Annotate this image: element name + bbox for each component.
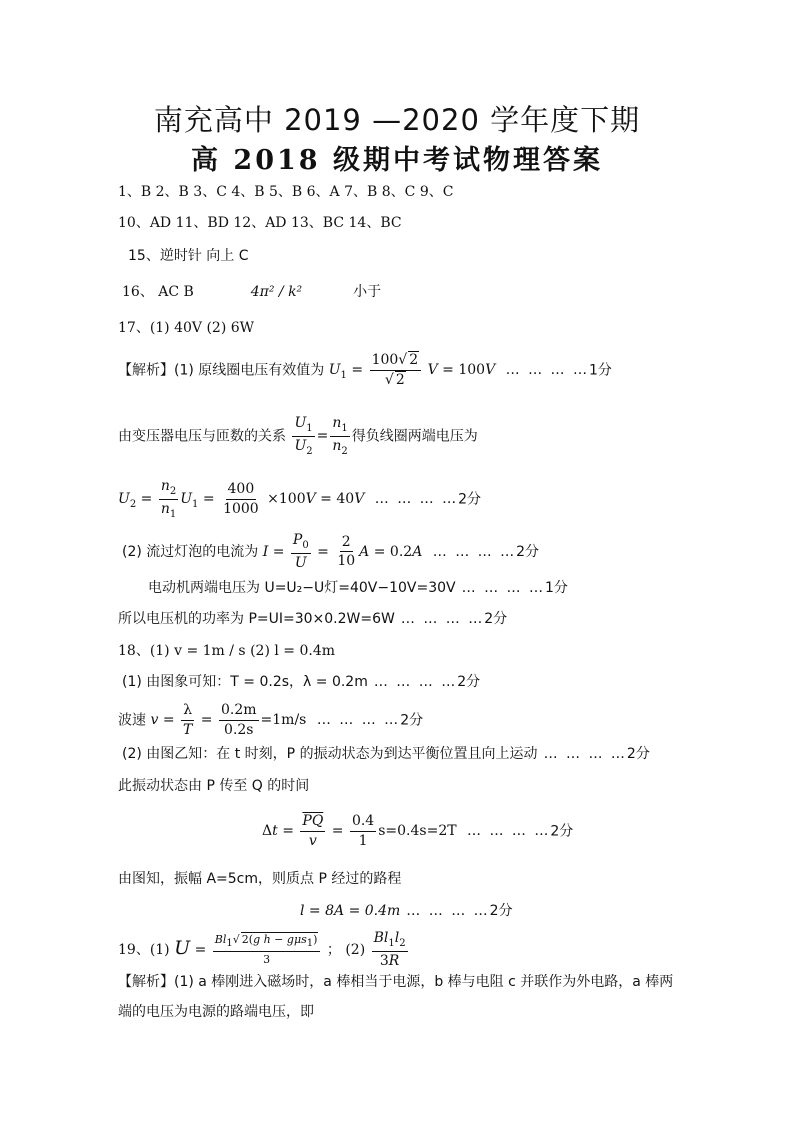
answer-16-choices: 16、 AC B bbox=[122, 284, 194, 300]
dots: … … … … bbox=[374, 491, 459, 508]
dots: … … … … bbox=[543, 746, 627, 762]
q19-analysis-1 bbox=[118, 974, 673, 991]
q17-p2-pre: 由变压器电压与匝数的关系 bbox=[118, 428, 286, 445]
q18-analysis-6: 由图知，振幅 A=5cm，则质点 P 经过的路程 bbox=[118, 871, 402, 887]
formula-u-q19: $\frac{Bl_1√ 2(g h - g\mu s_1)}{3}$ bbox=[213, 933, 321, 966]
q17-analysis-4 bbox=[122, 532, 539, 572]
q17-p1-text: (1) 原线圈电压有效值为 bbox=[174, 362, 325, 379]
score: 2分 bbox=[484, 611, 508, 627]
formula-q19-2: $\frac{Bl_1l_2}{3R}$ bbox=[373, 930, 406, 969]
score: 2分 bbox=[457, 674, 481, 690]
q18-analysis-3 bbox=[122, 746, 650, 763]
q17-p5: 电动机两端电压为 U=U₂−U灯=40V−10V=30V bbox=[148, 580, 456, 596]
analysis-label: 【解析】 bbox=[118, 974, 174, 990]
q19-heading: 19、(1) U = $\frac{Bl_1√ 2(g h - g\mu s_1)}{3}$ ； (2) $\frac{Bl_1l_2}{3R}$ bbox=[118, 930, 406, 969]
answer-15: 15、逆时针 向上 C bbox=[128, 248, 249, 264]
score: 2分 bbox=[400, 712, 424, 729]
score: 1分 bbox=[589, 362, 612, 379]
q17-heading: 17、(1) 40V (2) 6W bbox=[118, 320, 255, 336]
formula-current: I = $\frac{P_0}{U}$ = $\frac{2}{10}$ A = 0.2A bbox=[262, 532, 423, 571]
dots: … … … … bbox=[406, 903, 490, 919]
q17-analysis-1 bbox=[118, 352, 612, 389]
page-title-line1: 南充高中 2019 —2020 学年度下期 bbox=[153, 103, 641, 137]
score: 2分 bbox=[550, 823, 574, 840]
answer-16 bbox=[122, 284, 381, 301]
q18-p7: l = 8A = 0.4m bbox=[300, 903, 401, 919]
q19-analysis-2: 端的电压为电源的路端电压，即 bbox=[118, 1004, 314, 1020]
q19-p1: (1) a 棒刚进入磁场时，a 棒相当于电源，b 棒与电阻 c 并联作为外电路，a 棒两 bbox=[174, 974, 674, 990]
formula-ratio: $\frac{U_1}{U_2}$ = $\frac{n_1}{n_2}$ bbox=[294, 415, 348, 457]
formula-u2: $U_2$ = $\frac{n_2}{n_1}$ $U_1$ = $\frac{400}{1000}$ ×100V = 40V bbox=[118, 478, 365, 520]
q17-analysis-3 bbox=[118, 478, 481, 521]
q18-analysis-7 bbox=[300, 903, 513, 920]
q18-p2-pre: 波速 bbox=[118, 712, 146, 729]
score: 1分 bbox=[545, 580, 568, 596]
dots: … … … … bbox=[461, 580, 545, 596]
q19-heading-mid: ； (2) bbox=[326, 941, 366, 958]
q17-analysis-6 bbox=[118, 611, 507, 628]
dots: … … … … bbox=[505, 362, 590, 379]
q17-analysis-2 bbox=[118, 415, 478, 458]
q18-analysis-2 bbox=[118, 702, 423, 739]
dots: … … … … bbox=[467, 823, 551, 840]
dots: … … … … bbox=[400, 611, 485, 627]
score: 2分 bbox=[516, 543, 540, 560]
q17-analysis-5 bbox=[148, 580, 568, 597]
answer-16-compare: 小于 bbox=[353, 284, 382, 300]
answers-row-2: 10、AD 11、BD 12、AD 13、BC 14、BC bbox=[118, 215, 402, 231]
score: 2分 bbox=[458, 491, 482, 508]
q17-p6: 所以电压机的功率为 P=UI=30×0.2W=6W bbox=[118, 611, 395, 627]
q18-analysis-4: 此振动状态由 P 传至 Q 的时间 bbox=[118, 778, 310, 794]
formula-delta-t: Δt = $\frac{\overline{PQ}}{v}$ = $\frac{0.4}{1}$ s=0.4s=2T bbox=[262, 813, 457, 849]
formula-wave-speed: v = $\frac{\lambda}{T}$ = $\frac{0.2m}{0.2s}$ =1m/s bbox=[150, 702, 307, 738]
page-title-line2: 高 2018 级期中考试物理答案 bbox=[191, 145, 603, 176]
answer-16-formula: 4π² / k² bbox=[250, 284, 303, 300]
answers-row-1: 1、B 2、B 3、C 4、B 5、B 6、A 7、B 8、C 9、C bbox=[118, 184, 454, 200]
q17-p2-post: 得负线圈两端电压为 bbox=[351, 428, 478, 445]
analysis-label: 【解析】 bbox=[118, 362, 174, 379]
q18-analysis-1 bbox=[122, 674, 480, 691]
q17-p4-pre: (2) 流过灯泡的电流为 bbox=[122, 543, 259, 560]
score: 2分 bbox=[489, 903, 513, 919]
q18-analysis-5 bbox=[262, 813, 573, 850]
q19-heading-pre: 19、(1) bbox=[118, 941, 170, 958]
q18-p3: (2) 由图乙知：在 t 时刻，P 的振动状态为到达平衡位置且向上运动 bbox=[122, 746, 538, 762]
formula-u1: $U_1$ = $\frac{100√ 2}{√ 2}$ V = 100V bbox=[328, 352, 496, 388]
q18-p1: (1) 由图象可知：T = 0.2s，λ = 0.2m bbox=[122, 674, 368, 690]
q18-heading: 18、(1) v = 1m / s (2) l = 0.4m bbox=[118, 643, 335, 659]
score: 2分 bbox=[626, 746, 650, 762]
dots: … … … … bbox=[373, 674, 458, 690]
dots: … … … … bbox=[432, 543, 517, 560]
dots: … … … … bbox=[316, 712, 401, 729]
formula-u-label: U bbox=[174, 936, 191, 959]
